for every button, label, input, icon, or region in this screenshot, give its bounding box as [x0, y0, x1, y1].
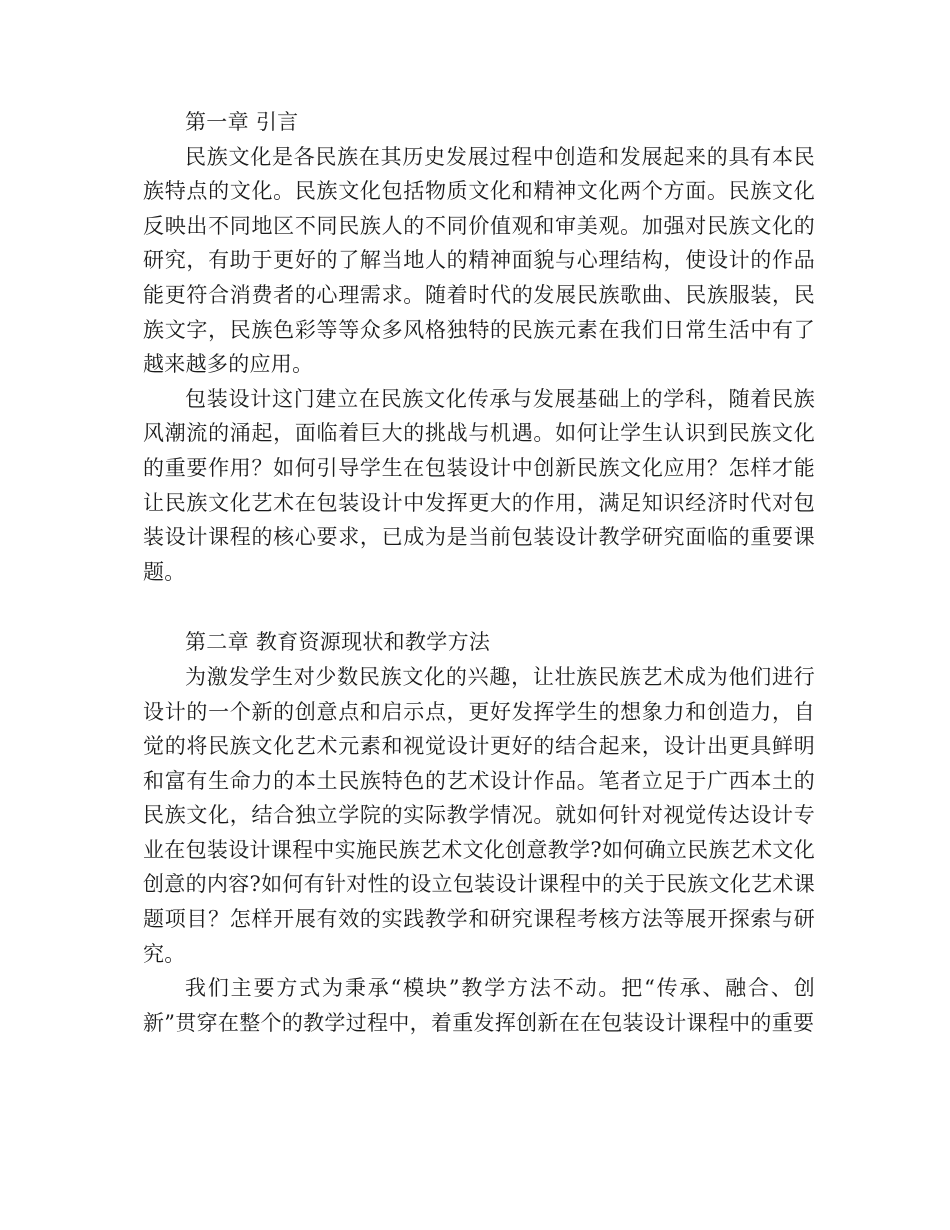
chapter-1-paragraph-2: 包装设计这门建立在民族文化传承与发展基础上的学科，随着民族风潮流的涌起，面临着巨大的挑战与机遇。如何让学生认识到民族文化的重要作用？如何引导学生在包装设计中创新民族文化应用？怎样才能让民族文化艺术在包装设计中发挥更大的作用，满足知识经济时代对包装设计课程的核心要求，已成为是当前包装设计教学研究面临的重要课题。	[143, 386, 815, 584]
document-page	[143, 105, 815, 1040]
section-spacer	[143, 589, 815, 625]
chapter-2-paragraph-2: 我们主要方式为秉承“模块”教学方法不动。把“传承、融合、创新”贯穿在整个的教学过程中，着重发挥创新在在包装设计课程中的重要	[143, 976, 815, 1035]
chapter-1-heading: 第一章 引言	[185, 110, 299, 134]
chapter-2-heading: 第二章 教育资源现状和教学方法	[185, 630, 491, 655]
chapter-1-paragraph-1: 民族文化是各民族在其历史发展过程中创造和发展起来的具有本民族特点的文化。民族文化包括物质文化和精神文化两个方面。民族文化反映出不同地区不同民族人的不同价值观和审美观。加强对民族文化的研究，有助于更好的了解当地人的精神面貌与心理结构，使设计的作品能更符合消费者的心理需求。随着时代的发展民族歌曲、民族服装，民族文字，民族色彩等等众多风格独特的民族元素在我们日常生活中有了越来越多的应用。	[143, 144, 815, 377]
chapter-2-paragraph-1: 为激发学生对少数民族文化的兴趣，让壮族民族艺术成为他们进行设计的一个新的创意点和启示点，更好发挥学生的想象力和创造力，自觉的将民族文化艺术元素和视觉设计更好的结合起来，设计出更具鲜明和富有生命力的本土民族特色的艺术设计作品。笔者立足于广西本土的民族文化，结合独立学院的实际教学情况。就如何针对视觉传达设计专业在包装设计课程中实施民族艺术文化创意教学?如何确立民族艺术文化创意的内容?如何有针对性的设立包装设计课程中的关于民族文化艺术课题项目？怎样开展有效的实践教学和研究课程考核方法等展开探索与研究。	[143, 664, 815, 966]
